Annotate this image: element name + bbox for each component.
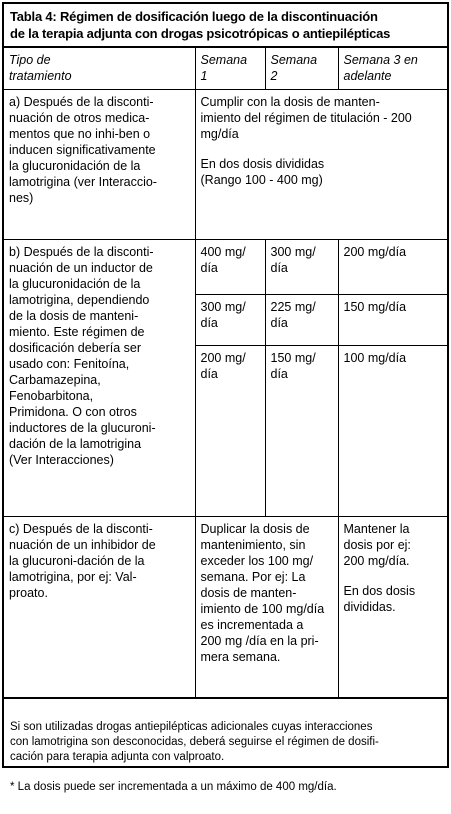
table-row-a — [4, 90, 447, 240]
header-treatment: Tipo de tratamiento — [4, 48, 195, 90]
table-row-b1 — [4, 240, 447, 295]
row-a-treatment: a) Después de la disconti- nuación de otros medica- mentos que no inhi-ben o inducen significativamente la glucuronidación de la lamotrigina (ver Interaccio- nes) — [4, 90, 195, 240]
header-row — [4, 48, 447, 90]
footer-footnote: * La dosis puede ser incrementada a un máximo de 400 mg/día. — [10, 781, 337, 793]
row-b3-week1: 200 mg/ día — [195, 346, 265, 517]
row-c-week3 — [338, 517, 447, 698]
row-b3-week3: 100 mg/día — [338, 346, 447, 517]
header-week1: Semana 1 — [195, 48, 265, 90]
table-row-c — [4, 517, 447, 698]
row-a-dose — [195, 90, 447, 240]
row-b1-week2: 300 mg/ día — [265, 240, 338, 295]
dosing-table — [4, 47, 447, 698]
footer-note: Si son utilizadas drogas antiepilépticas adicionales cuyas interacciones con lamotrigina son desconocidas, deberá seguirse el régimen de dosifi- cación para terapia adjunta con valproato. — [10, 721, 379, 763]
row-b-treatment: b) Después de la disconti- nuación de un inductor de la glucuronidación de la lamotrigina, dependiendo de la dosis de manteni- miento. Este régimen de dosificación debería ser usado con: Fenitoína, Carbamazepina, Fenobarbitona, Primidona. O con otros inductores de la glucuroni- dación de la lamotrigina (Ver Interacciones) — [4, 240, 195, 517]
row-a-dose-main: Cumplir con la dosis de manten- imiento del régimen de titulación - 200 mg/día — [200, 95, 412, 141]
table-title: Tabla 4: Régimen de dosificación luego de la discontinuación de la terapia adjunta con drogas psicotrópicas o antiepilépticas — [4, 4, 447, 47]
row-b2-week1: 300 mg/ día — [195, 295, 265, 346]
row-b1-week1: 400 mg/ día — [195, 240, 265, 295]
header-week3: Semana 3 en adelante — [338, 48, 447, 90]
row-b1-week3: 200 mg/día — [338, 240, 447, 295]
row-c-week3-split: En dos dosis divididas. — [343, 584, 416, 614]
row-c-week3-dose: Mantener la dosis por ej: 200 mg/día. — [343, 522, 411, 568]
row-c-treatment: c) Después de la disconti- nuación de un inhibidor de la glucuroni-dación de la lamotrigina, por ej: Val- proato. — [4, 517, 195, 698]
dosing-table-document — [2, 2, 449, 793]
row-b2-week3: 150 mg/día — [338, 295, 447, 346]
header-week2: Semana 2 — [265, 48, 338, 90]
table-footer — [4, 698, 447, 814]
row-c-weeks12: Duplicar la dosis de mantenimiento, sin exceder los 100 mg/ semana. Por ej: La dosis de manten- imiento de 100 mg/día es incrementada a 200 mg /día en la pri- mera semana. — [195, 517, 338, 698]
row-a-dose-range: En dos dosis divididas (Rango 100 - 400 mg) — [200, 157, 325, 187]
row-b2-week2: 225 mg/ día — [265, 295, 338, 346]
row-b3-week2: 150 mg/ día — [265, 346, 338, 517]
